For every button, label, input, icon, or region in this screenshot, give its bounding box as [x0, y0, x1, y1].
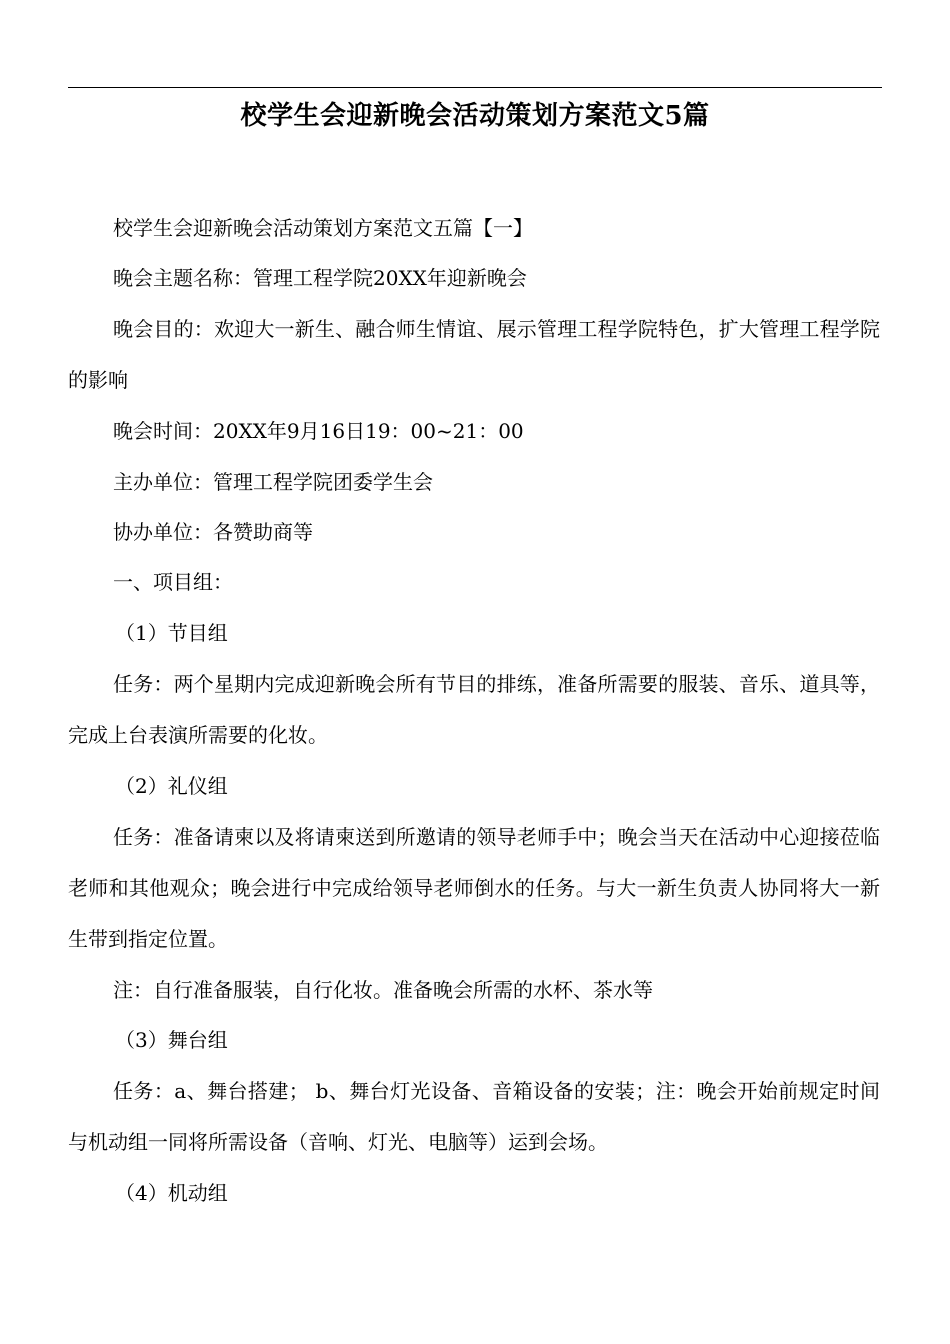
- document-title: 校学生会迎新晚会活动策划方案范文5篇: [240, 101, 710, 131]
- subheading-program-group: （1）节目组: [115, 621, 228, 645]
- paragraph-etiquette-task: 任务：准备请柬以及将请柬送到所邀请的领导老师手中；晚会当天在活动中心迎接莅临老师和其他观众；晚会进行中完成给领导老师倒水的任务。与大一新生负责人协同将大一新生带到指定位置。: [68, 825, 880, 951]
- paragraph-etiquette-note: 注：自行准备服装，自行化妆。准备晚会所需的水杯、茶水等: [113, 978, 653, 1002]
- subheading-mobile-group: （4）机动组: [115, 1181, 228, 1205]
- paragraph-project-groups: 一、项目组：: [113, 570, 233, 594]
- paragraph-program-task: 任务：两个星期内完成迎新晚会所有节目的排练，准备所需要的服装、音乐、道具等，完成上台表演所需要的化妆。: [68, 672, 880, 747]
- paragraph-theme: 晚会主题名称：管理工程学院20XX年迎新晚会: [113, 266, 527, 290]
- paragraph-purpose: 晚会目的：欢迎大一新生、融合师生情谊、展示管理工程学院特色，扩大管理工程学院的影响: [68, 317, 880, 392]
- header-rule: [68, 87, 882, 88]
- paragraph-co-organizer: 协办单位：各赞助商等: [113, 520, 313, 544]
- section-heading: 校学生会迎新晚会活动策划方案范文五篇【一】: [113, 216, 533, 240]
- paragraph-organizer: 主办单位：管理工程学院团委学生会: [113, 470, 433, 494]
- paragraph-stage-task: 任务：a、舞台搭建； b、舞台灯光设备、音箱设备的安装；注：晚会开始前规定时间与机动组一同将所需设备（音响、灯光、电脑等）运到会场。: [68, 1079, 880, 1154]
- subheading-etiquette-group: （2）礼仪组: [115, 774, 228, 798]
- subheading-stage-group: （3）舞台组: [115, 1028, 228, 1052]
- paragraph-time: 晚会时间：20XX年9月16日19：00~21：00: [113, 419, 524, 443]
